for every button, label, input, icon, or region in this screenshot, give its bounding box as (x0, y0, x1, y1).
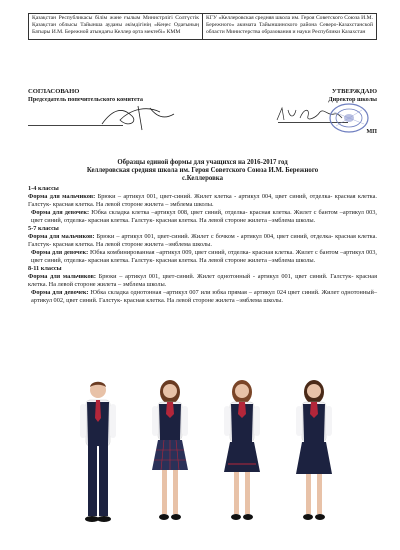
agreed-title: СОГЛАСОВАНО (28, 88, 80, 95)
header-right-cell: КГУ «Келлеровская средняя школа им. Героя Советского Союза И.М. Бережного» акимата Тайыншинского района Северо-Казахстанской области Министерства образования и науки Республики Казахстан (203, 14, 377, 40)
girls-uniform (28, 209, 377, 225)
approval-block (28, 88, 377, 140)
girls-label: Форма для девочек: (31, 209, 90, 216)
boys-label: Форма для мальчиков: (28, 273, 96, 280)
boy-uniform-figure (80, 382, 116, 522)
boys-uniform (28, 273, 377, 289)
title-line: Келлеровская средняя школа им. Героя Советского Союза И.М. Бережного (86, 167, 319, 174)
girls-uniform (28, 289, 377, 305)
boys-uniform (28, 193, 377, 209)
girls-label: Форма для девочек: (31, 289, 89, 296)
header-table (28, 13, 377, 40)
uniform-photos (70, 378, 370, 538)
title-line: Образцы единой формы для учащихся на 2016-2017 год (117, 159, 288, 166)
header-left-cell: Қазақстан Республикасы білім және ғылым Министрлігі Солтүстік Қазақстан облысы Тайынша ауданы әкімдігінің «Кеңес Одағының Батыры И.М. Бережной атындағы Келлер орта мектебі» КММ (29, 14, 203, 40)
approved-subtitle: Директор школы (328, 96, 377, 103)
document-title (28, 159, 377, 183)
boys-text: Брюки – артикул 001, цвет-синий. Жилет однотонный - артикул 001, цвет синий. Галстук- красная клетка. На левой стороне жилета – эмблема школы. (28, 273, 378, 288)
girl-checked-skirt-figure (152, 380, 188, 520)
chairman-signature (98, 102, 178, 132)
boys-label: Форма для мальчиков: (28, 233, 95, 240)
boys-uniform (28, 233, 377, 249)
girls-text: Юбка складка однотонная –артикул 007 или юбка прямая – артикул 024 цвет синий. Жилет однотонный–артикул 002, цвет синий. Галстук- красная клетка. На левой стороне жилета –эмблема школы. (31, 289, 378, 304)
grade-heading: 1-4 классы (28, 185, 59, 192)
title-line: с.Келлеровка (182, 175, 223, 182)
boys-text: Брюки – артикул 001, цвет-синий. Жилет с бочком - артикул 004, цвет синий, отделка- красная клетка. Галстук- красная клетка. На левой стороне жилета –эмблема школы. (28, 233, 377, 248)
grade-heading: 5-7 классы (28, 225, 59, 232)
girls-text: Юбка складка клетка –артикул 008, цвет синий, отделка- красная клетка. Жилет с бантом –артикул 003, цвет синий, отделка- красная клетка. Галстук- красная клетка. На левой стороне жилета –эмблема школы. (31, 209, 377, 224)
seal-label: МП (366, 128, 377, 135)
boys-label: Форма для мальчиков: (28, 193, 96, 200)
girl-combined-skirt-figure (224, 380, 260, 520)
uniform-descriptions (28, 185, 377, 305)
girls-uniform (28, 249, 377, 265)
girl-plain-skirt-figure (296, 380, 332, 520)
boys-text: Брюки – артикул 001, цвет-синий. Жилет клетка - артикул 004, цвет синий, отделка- красная клетка. Галстук- красная клетка. На левой стороне жилета – эмблема школы. (28, 193, 377, 208)
school-seal-stamp (328, 102, 370, 134)
approved-title: УТВЕРЖДАЮ (331, 88, 377, 95)
girls-label: Форма для девочек: (31, 249, 89, 256)
grade-heading: 8-11 классы (28, 265, 62, 272)
girls-text: Юбка комбинированная –артикул 009, цвет синий, отделка- красная клетка. Жилет с бантом –артикул 003, цвет синий, отделка- красная клетка. Галстук- красная клетка. На левой стороне жилета –эмблема школы. (31, 249, 378, 264)
agreed-signature-line (28, 125, 123, 126)
agreed-subtitle: Председатель попечительского комитета (28, 96, 143, 103)
